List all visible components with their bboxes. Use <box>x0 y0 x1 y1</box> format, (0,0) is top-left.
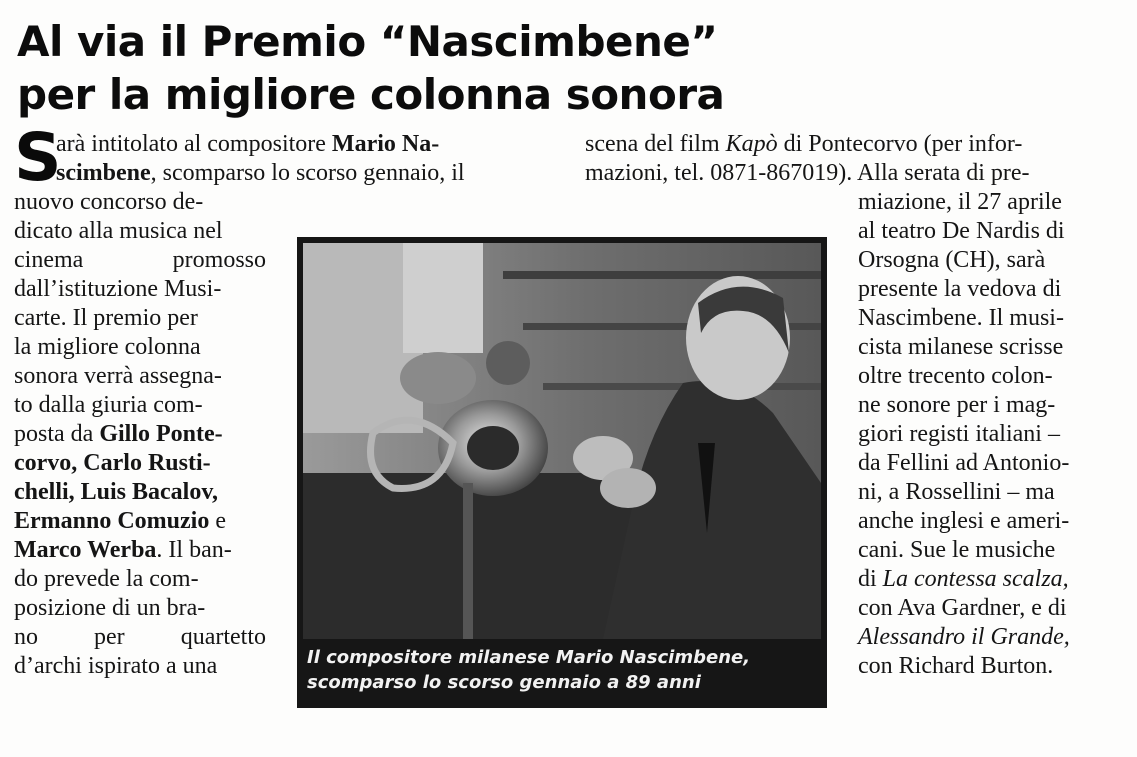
text-line: cani. Sue le musiche <box>858 537 1056 563</box>
text-line: cinema promosso <box>14 247 266 273</box>
text-line: cista milanese scrisse <box>858 334 1064 360</box>
text-line: scimbene, scomparso lo scorso gennaio, il <box>56 160 465 186</box>
text-line: dall’istituzione Musi- <box>14 276 222 302</box>
composer-photo <box>303 243 821 639</box>
film-title: La contessa scalza, <box>882 566 1069 592</box>
caption-line-2: scomparso lo scorso gennaio a 89 anni <box>307 672 701 693</box>
person-name: Gillo Ponte- <box>99 421 223 447</box>
text-line: d’archi ispirato a una <box>14 653 218 679</box>
text-line: di La contessa scalza, <box>858 566 1069 592</box>
photo-illustration <box>303 243 821 639</box>
text-line: da Fellini ad Antonio- <box>858 450 1070 476</box>
text-line <box>858 623 1121 652</box>
text-line: presente la vedova di <box>858 276 1062 302</box>
text-line: Orsogna (CH), sarà <box>858 247 1046 273</box>
caption-line-1: Il compositore milanese Mario Nascimbene, <box>307 647 751 668</box>
text-line: con Ava Gardner, e di <box>858 595 1067 621</box>
film-title: Alessandro il Grande, <box>858 624 1070 650</box>
text-line: mazioni, tel. 0871-867019). Alla serata di pre- <box>585 160 1030 186</box>
text-line: anche inglesi e ameri- <box>858 508 1070 534</box>
text-line: ne sonore per i mag- <box>858 392 1056 418</box>
text-line: giori registi italiani – <box>858 421 1060 447</box>
text-line <box>14 449 266 478</box>
text-line: al teatro De Nardis di <box>858 218 1065 244</box>
text-line: ni, a Rossellini – ma <box>858 479 1055 505</box>
person-name: Ermanno Comuzio <box>14 508 210 534</box>
text-line: carte. Il premio per <box>14 305 198 331</box>
text-line: nuovo concorso de- <box>14 189 204 215</box>
text-line: miazione, il 27 aprile <box>858 189 1062 215</box>
person-name: corvo, Carlo Rusti- <box>14 450 211 476</box>
article-column-1 <box>14 119 465 681</box>
person-name: chelli, Luis Bacalov, <box>14 479 219 505</box>
text-line: con Richard Burton. <box>858 653 1054 679</box>
film-title: Kapò <box>725 131 778 157</box>
text-line: la migliore colonna <box>14 334 201 360</box>
headline-line-2: per la migliore colonna sonora <box>17 70 725 119</box>
person-name: Marco Werba <box>14 537 157 563</box>
photo-frame <box>297 237 827 708</box>
text-line: sonora verrà assegna- <box>14 363 222 389</box>
text-line: scena del film Kapò di Pontecorvo (per infor- <box>585 131 1023 157</box>
article-column-2 <box>585 130 1123 188</box>
text-line: Marco Werba. Il ban- <box>14 537 232 563</box>
text-line: posta da Gillo Ponte- <box>14 421 223 447</box>
text-line <box>14 478 266 507</box>
text-line: no per quartetto <box>14 624 266 650</box>
photo-caption <box>307 645 819 695</box>
headline-line-1: Al via il Premio “Nascimbene” <box>17 17 718 66</box>
text-line: Nascimbene. Il musi- <box>858 305 1064 331</box>
person-name: scimbene <box>56 160 151 186</box>
text-line: dicato alla musica nel <box>14 218 223 244</box>
text-line: arà intitolato al compositore Mario Na- <box>56 131 440 157</box>
text-line: to dalla giuria com- <box>14 392 203 418</box>
drop-cap: S <box>14 119 62 196</box>
person-name: Mario Na- <box>331 131 440 157</box>
text-line: oltre trecento colon- <box>858 363 1053 389</box>
text-line: do prevede la com- <box>14 566 199 592</box>
text-line: posizione di un bra- <box>14 595 206 621</box>
text-line: Ermanno Comuzio e <box>14 508 226 534</box>
article-column-3 <box>858 188 1121 681</box>
